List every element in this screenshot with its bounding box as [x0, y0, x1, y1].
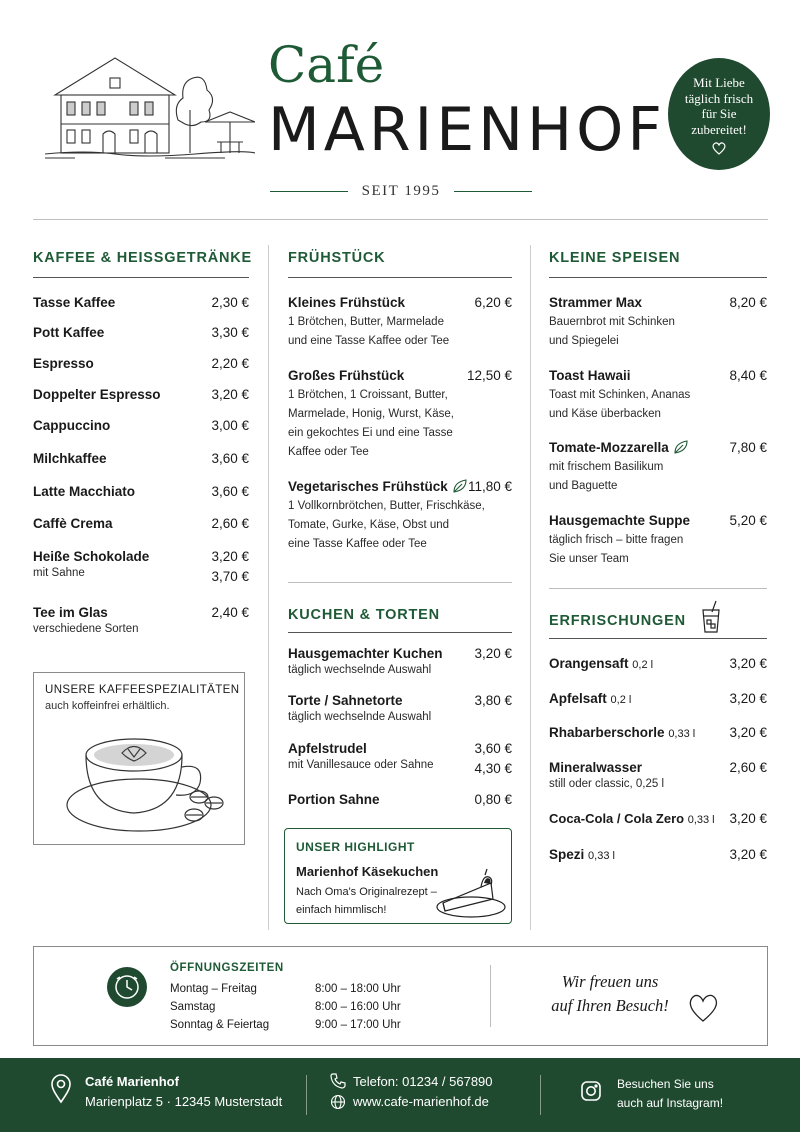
item-price: 2,60 €	[211, 516, 249, 531]
item-price: 8,20 €	[729, 295, 767, 310]
item-name: Coca-Cola / Cola Zero	[549, 811, 685, 826]
item-price: 7,80 €	[729, 440, 767, 455]
item-name: Espresso	[33, 356, 94, 371]
heart-icon	[686, 990, 720, 1024]
item-description	[288, 313, 512, 351]
item-name: Hausgemachte Suppe	[549, 513, 691, 528]
divider	[540, 1075, 541, 1115]
desc-line: eine Tasse Kaffee oder Tee	[288, 538, 427, 550]
item-price: 0,80 €	[474, 792, 512, 807]
highlight-box	[284, 828, 512, 924]
item-description: täglich wechselnde Auswahl	[288, 664, 432, 676]
desc-line: und Käse überbacken	[549, 408, 661, 420]
column-divider	[268, 245, 269, 930]
cafe-title: Café	[268, 36, 385, 94]
menu-item	[288, 646, 512, 680]
section-rule	[288, 632, 512, 633]
hours-day: Sonntag & Feiertag	[170, 1019, 270, 1031]
item-price: 2,30 €	[211, 295, 249, 310]
menu-item	[33, 325, 249, 340]
item-description: täglich wechselnde Auswahl	[288, 711, 432, 723]
item-price: 2,40 €	[211, 605, 249, 620]
item-name: Tomate-Mozzarella	[549, 440, 669, 455]
instagram-icon[interactable]	[580, 1080, 602, 1102]
item-name: Großes Frühstück	[288, 368, 405, 383]
desc-line: Toast mit Schinken, Ananas	[549, 389, 691, 401]
clock-icon	[107, 967, 147, 1007]
section-title-speisen: KLEINE SPEISEN	[549, 250, 681, 266]
item-name: Kleines Frühstück	[288, 295, 406, 310]
menu-item	[33, 605, 249, 639]
badge-line: zubereitet!	[691, 121, 747, 137]
item-size: 0,33 l	[687, 814, 715, 826]
item-description	[549, 458, 767, 496]
item-size: 0,2 l	[610, 694, 632, 706]
desc-line: 1 Brötchen, Butter, Marmelade	[288, 316, 444, 328]
desc-line: täglich frisch – bitte fragen	[549, 534, 684, 546]
desc-line: Sie unser Team	[549, 553, 629, 565]
item-description: still oder classic, 0,25 l	[549, 778, 665, 790]
item-description	[288, 497, 512, 554]
item-name: Rhabarberschorle	[549, 725, 665, 740]
desc-line: einfach himmlisch!	[296, 904, 387, 916]
item-name: Heiße Schokolade	[33, 549, 150, 564]
item-price: 3,00 €	[211, 418, 249, 433]
leaf-icon	[452, 479, 468, 493]
item-price: 3,20 €	[729, 811, 767, 826]
item-price: 2,60 €	[729, 760, 767, 775]
badge-line: für Sie	[701, 106, 737, 121]
item-name: Vegetarisches Frühstück	[288, 479, 448, 494]
menu-item	[549, 295, 767, 351]
divider	[306, 1075, 307, 1115]
item-price: 3,20 €	[729, 847, 767, 862]
desc-line: ein gekochtes Ei und eine Tasse	[288, 427, 453, 439]
item-price: 3,60 €	[211, 451, 249, 466]
menu-item	[288, 792, 512, 807]
menu-item	[549, 847, 767, 862]
section-title-kaffee: KAFFEE & HEISSGETRÄNKE	[33, 250, 253, 266]
highlight-title: UNSER HIGHLIGHT	[296, 840, 415, 854]
item-name: Toast Hawaii	[549, 368, 631, 383]
item-price: 3,20 €	[729, 691, 767, 706]
house-illustration	[45, 50, 255, 170]
hours-title: ÖFFNUNGSZEITEN	[170, 962, 284, 974]
divider	[270, 191, 348, 192]
menu-item	[33, 387, 249, 402]
menu-item	[549, 760, 767, 794]
location-pin-icon	[50, 1074, 72, 1104]
item-name: Apfelsaft	[549, 691, 607, 706]
item-name: Apfelstrudel	[288, 741, 367, 756]
item-size: 0,33 l	[668, 728, 696, 740]
badge-line: täglich frisch	[684, 90, 754, 106]
menu-item	[33, 516, 249, 531]
item-price: 3,20 €	[474, 646, 512, 661]
highlight-name: Marienhof Käsekuchen	[296, 864, 439, 879]
item-price: 3,60 €	[474, 741, 512, 756]
desc-line: Marmelade, Honig, Wurst, Käse,	[288, 408, 454, 420]
desc-line: Kaffee oder Tee	[288, 446, 369, 458]
item-name: Latte Macchiato	[33, 484, 136, 499]
menu-item	[288, 368, 512, 462]
item-price: 8,40 €	[729, 368, 767, 383]
menu-item	[549, 368, 767, 424]
item-description	[549, 531, 767, 569]
menu-item	[33, 295, 249, 310]
item-price: 3,30 €	[211, 325, 249, 340]
item-name: Strammer Max	[549, 295, 643, 310]
item-name: Hausgemachter Kuchen	[288, 646, 443, 661]
cheesecake-icon	[435, 863, 507, 919]
footer-cafe-name: Café Marienhof	[85, 1074, 179, 1089]
hours-day: Samstag	[170, 1001, 216, 1013]
item-price-alt: 4,30 €	[474, 761, 512, 776]
menu-item	[549, 691, 767, 706]
desc-line: Tomate, Gurke, Käse, Obst und	[288, 519, 450, 531]
item-description	[288, 386, 512, 462]
leaf-icon	[673, 440, 689, 454]
desc-line: und Baguette	[549, 480, 618, 492]
item-size: 0,33 l	[588, 850, 615, 862]
item-description	[549, 386, 767, 424]
menu-item	[288, 295, 512, 351]
item-name: Torte / Sahnetorte	[288, 693, 403, 708]
menu-item	[288, 741, 512, 775]
item-name: Portion Sahne	[288, 792, 380, 807]
item-name: Doppelter Espresso	[33, 387, 161, 402]
item-price: 3,20 €	[211, 549, 249, 564]
menu-item	[549, 440, 767, 496]
item-description	[549, 313, 767, 351]
menu-item	[33, 418, 249, 433]
menu-item	[33, 451, 249, 466]
footer-instagram-line: Besuchen Sie uns	[617, 1077, 714, 1091]
item-price: 6,20 €	[474, 295, 512, 310]
section-rule	[33, 277, 249, 278]
desc-line: 1 Vollkornbrötchen, Butter, Frischkäse,	[288, 500, 485, 512]
hours-time: 9:00 – 17:00 Uhr	[315, 1019, 401, 1031]
item-name: Tasse Kaffee	[33, 295, 116, 310]
since-text: SEIT 1995	[361, 183, 441, 199]
specialties-subtitle: auch koffeinfrei erhältlich.	[45, 700, 170, 712]
menu-item	[549, 513, 767, 569]
since-line	[270, 183, 532, 200]
globe-icon	[330, 1094, 346, 1110]
column-divider	[530, 245, 531, 930]
item-description: mit Vanillesauce oder Sahne	[288, 759, 434, 771]
welcome-message	[540, 970, 680, 1018]
drink-glass-icon	[700, 600, 722, 634]
divider	[490, 965, 491, 1027]
phone-icon	[330, 1073, 346, 1089]
desc-line: Nach Oma's Originalrezept –	[296, 886, 437, 898]
item-price: 2,20 €	[211, 356, 249, 371]
item-price: 3,20 €	[729, 725, 767, 740]
specialties-title: UNSERE KAFFEESPEZIALITÄTEN	[45, 684, 240, 696]
section-rule	[288, 277, 512, 278]
menu-item	[33, 549, 249, 583]
item-price: 3,20 €	[211, 387, 249, 402]
item-name: Orangensaft	[549, 656, 629, 671]
welcome-line: Wir freuen uns	[561, 972, 659, 991]
hours-day: Montag – Freitag	[170, 983, 257, 995]
item-name: Tee im Glas	[33, 605, 108, 620]
item-price: 5,20 €	[729, 513, 767, 528]
welcome-line: auf Ihren Besuch!	[551, 996, 669, 1015]
item-name: Spezi	[549, 847, 585, 862]
footer-address: Marienplatz 5 · 12345 Musterstadt	[85, 1094, 283, 1109]
menu-item	[288, 693, 512, 727]
item-name: Pott Kaffee	[33, 325, 105, 340]
item-price: 11,80 €	[467, 479, 512, 494]
menu-item	[549, 656, 767, 671]
item-price: 3,80 €	[474, 693, 512, 708]
item-size: 0,2 l	[632, 659, 654, 671]
section-divider	[549, 588, 767, 589]
heart-icon	[711, 141, 727, 155]
menu-item	[33, 484, 249, 499]
section-title-erfrischungen: ERFRISCHUNGEN	[549, 613, 686, 629]
menu-item	[288, 479, 512, 554]
item-price: 3,20 €	[729, 656, 767, 671]
desc-line: Bauernbrot mit Schinken	[549, 316, 675, 328]
footer-website-link[interactable]: www.cafe-marienhof.de	[353, 1094, 489, 1109]
menu-item	[549, 811, 767, 826]
section-title-fruehstueck: FRÜHSTÜCK	[288, 250, 386, 266]
item-description: mit Sahne	[33, 567, 85, 579]
badge-line: Mit Liebe	[693, 75, 745, 90]
header-divider	[33, 219, 768, 220]
coffee-cup-icon	[64, 725, 234, 840]
footer-instagram-line: auch auf Instagram!	[617, 1096, 724, 1110]
section-title-kuchen: KUCHEN & TORTEN	[288, 607, 440, 623]
menu-item	[33, 356, 249, 371]
coffee-specialties-box	[33, 672, 245, 845]
item-price-alt: 3,70 €	[211, 569, 249, 584]
desc-line: und eine Tasse Kaffee oder Tee	[288, 335, 450, 347]
footer-phone[interactable]: Telefon: 01234 / 567890	[353, 1074, 493, 1089]
desc-line: und Spiegelei	[549, 335, 619, 347]
item-name: Caffè Crema	[33, 516, 113, 531]
section-divider	[288, 582, 512, 583]
hours-time: 8:00 – 16:00 Uhr	[315, 1001, 401, 1013]
menu-item	[549, 725, 767, 740]
desc-line: mit frischem Basilikum	[549, 461, 664, 473]
hours-time: 8:00 – 18:00 Uhr	[315, 983, 401, 995]
item-price: 3,60 €	[211, 484, 249, 499]
desc-line: 1 Brötchen, 1 Croissant, Butter,	[288, 389, 448, 401]
item-name: Mineralwasser	[549, 760, 643, 775]
item-name: Milchkaffee	[33, 451, 107, 466]
item-name: Cappuccino	[33, 418, 111, 433]
section-rule	[549, 638, 767, 639]
item-price: 12,50 €	[466, 368, 512, 383]
cafe-name: MARIENHOF	[268, 95, 666, 165]
item-description: verschiedene Sorten	[33, 623, 139, 635]
section-rule	[549, 277, 767, 278]
divider	[454, 191, 532, 192]
fresh-badge	[668, 58, 770, 170]
